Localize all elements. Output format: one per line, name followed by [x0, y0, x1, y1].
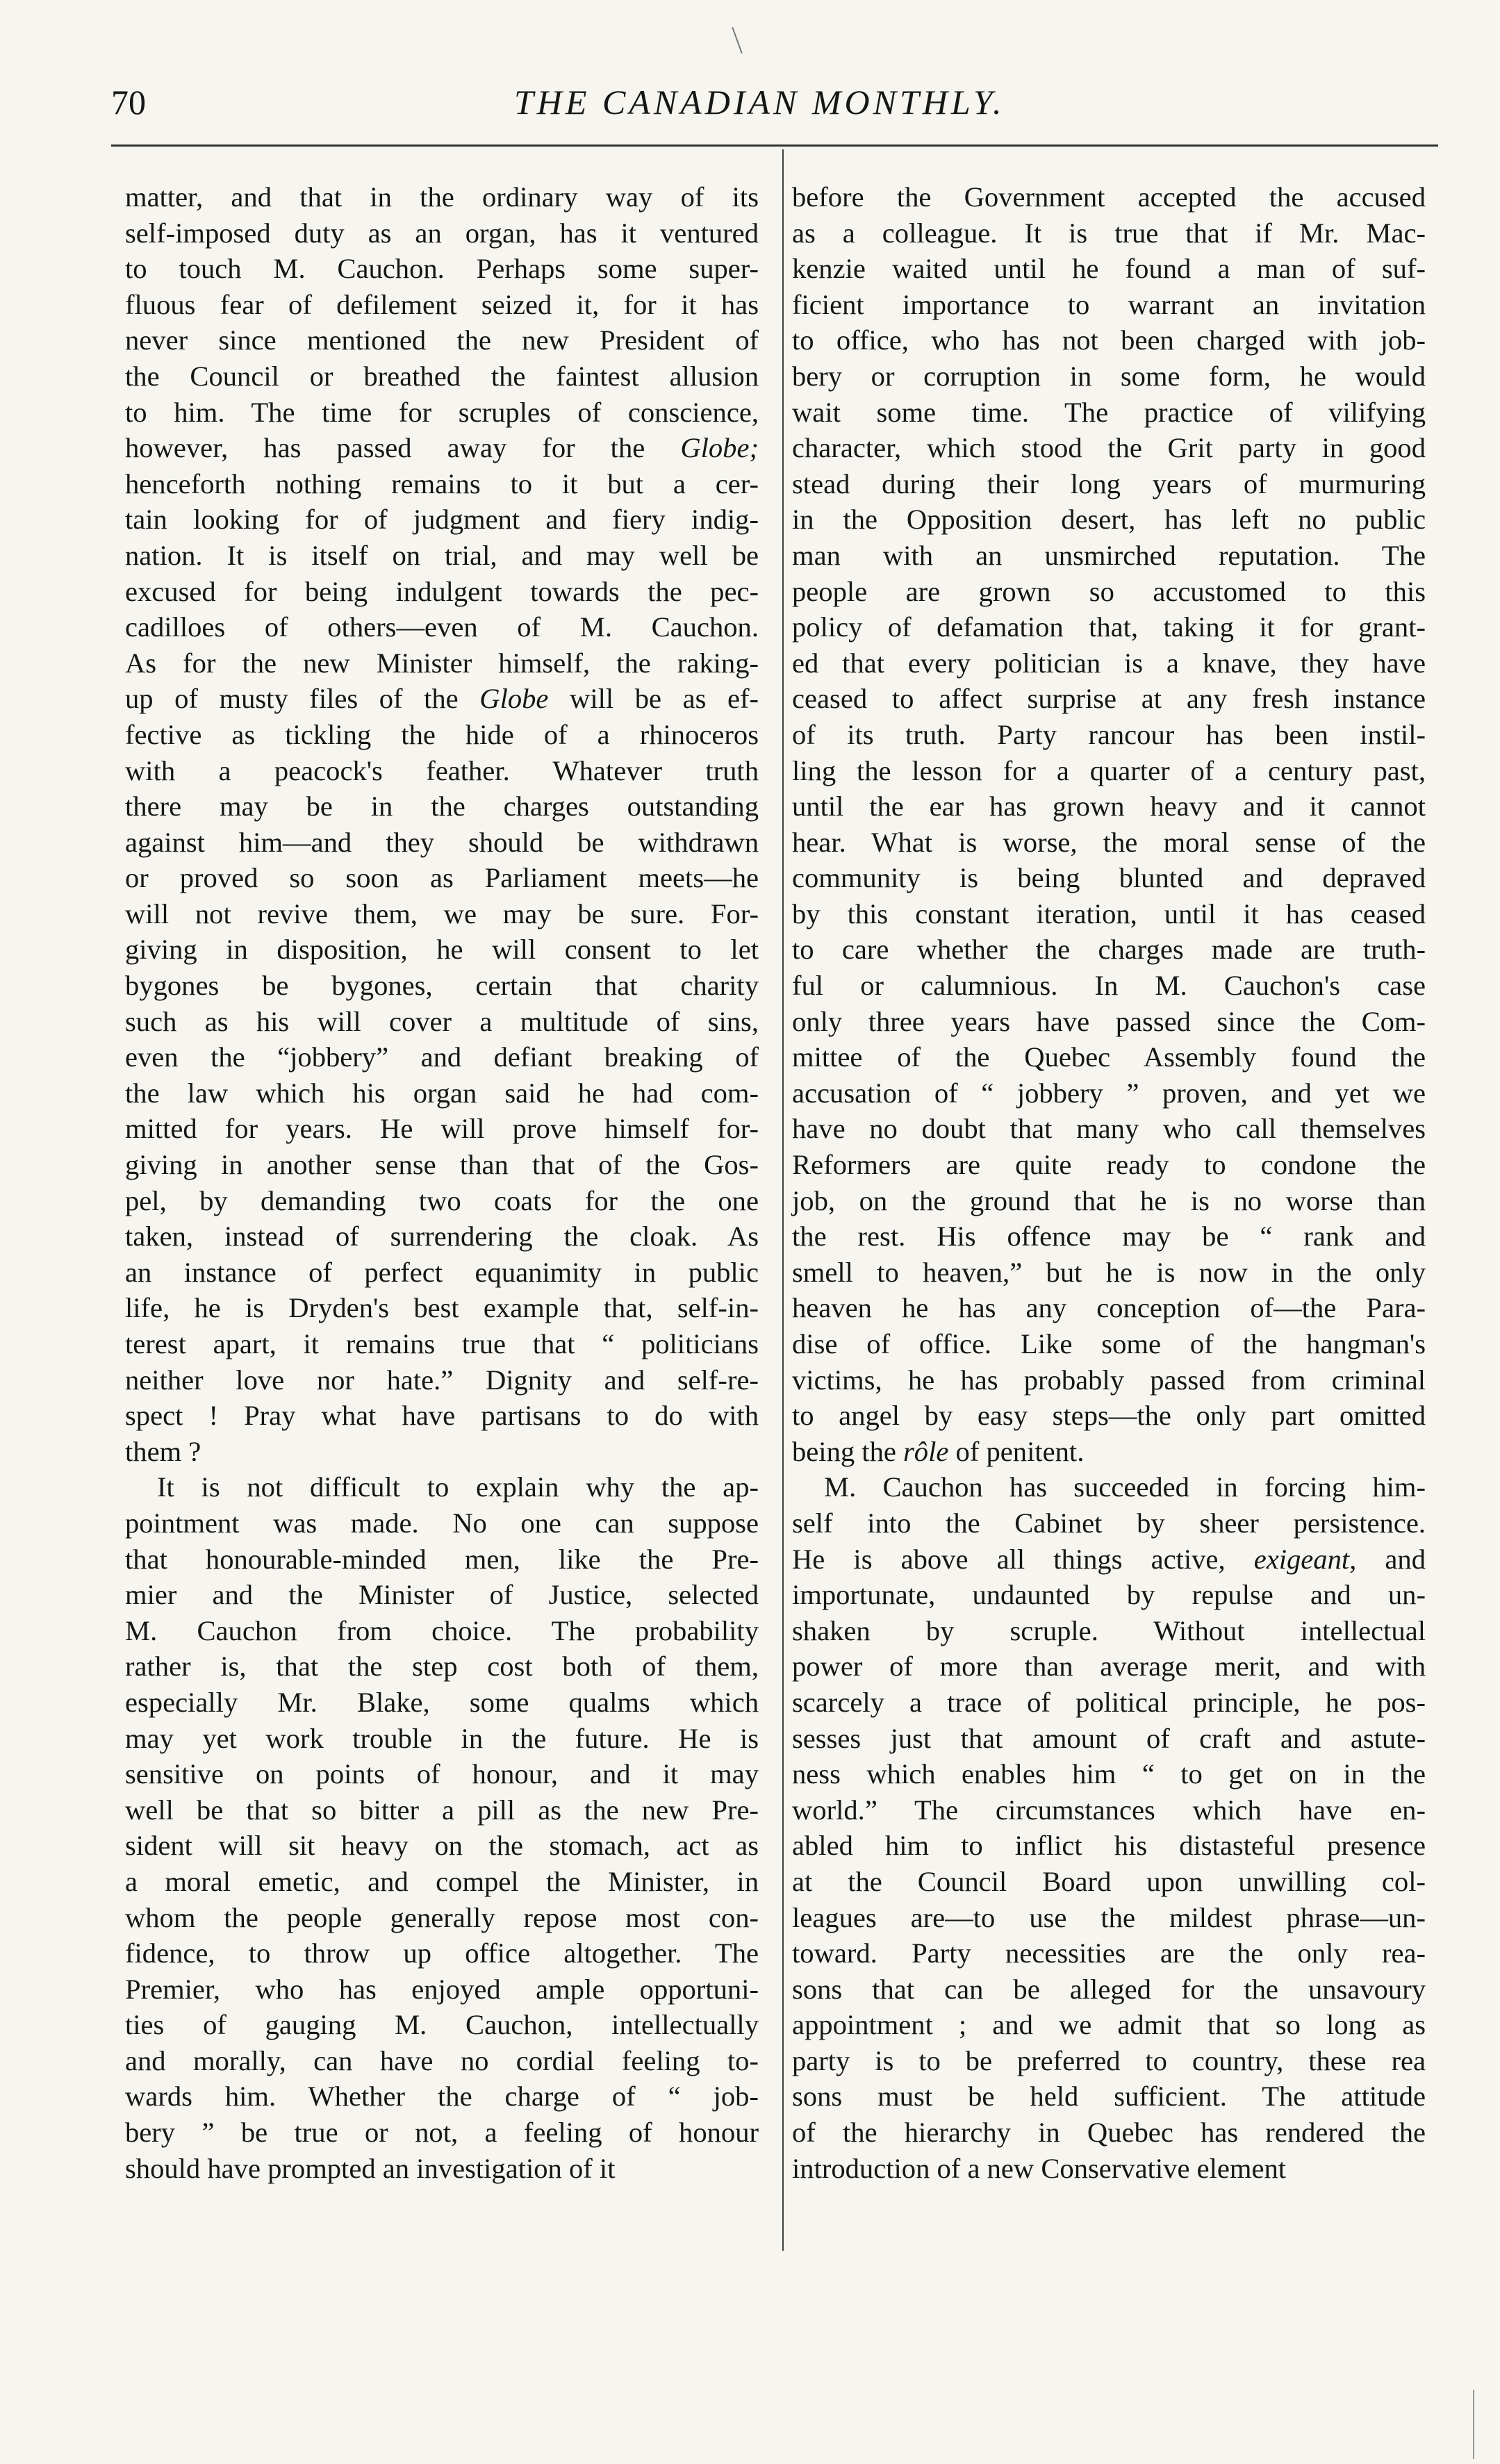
- text-run: spect ! Pray what have partisans to do with: [125, 1400, 759, 1432]
- page-number: 70: [111, 83, 146, 122]
- text-line: [792, 466, 1426, 502]
- text-line: [125, 1756, 759, 1792]
- paragraph: [792, 1469, 1426, 2186]
- text-line: [125, 1326, 759, 1362]
- text-line: [792, 932, 1426, 968]
- text-line: [792, 358, 1426, 395]
- text-run: an instance of perfect equanimity in public: [125, 1256, 759, 1288]
- text-run: M. Cauchon from choice. The probability: [125, 1614, 759, 1646]
- text-line: [125, 1685, 759, 1721]
- text-run: sons that can be alleged for the unsavoury: [792, 1973, 1426, 2005]
- text-line: [125, 932, 759, 968]
- text-line: [125, 1541, 759, 1578]
- text-run: to angel by easy steps—the only part omitted: [792, 1400, 1426, 1432]
- text-line: [125, 1218, 759, 1255]
- text-run: and: [1356, 1543, 1426, 1575]
- text-run: He is above all things active,: [792, 1543, 1254, 1575]
- text-line: [792, 717, 1426, 753]
- stray-ink-mark: [732, 27, 743, 53]
- page-header: [111, 82, 1438, 138]
- text-run: until the ear has grown heavy and it cannot: [792, 791, 1426, 822]
- text-line: [125, 2043, 759, 2079]
- text-line: [792, 502, 1426, 538]
- text-line: [125, 1828, 759, 1864]
- text-line: [792, 1648, 1426, 1685]
- text-run: by this constant iteration, until it has ceased: [792, 898, 1426, 929]
- text-line: [125, 322, 759, 358]
- text-run: the Council or breathed the faintest allusion: [125, 360, 759, 392]
- text-line: [792, 395, 1426, 431]
- text-line: [792, 825, 1426, 861]
- text-run: wait some time. The practice of vilifying: [792, 396, 1426, 428]
- text-run: toward. Party necessities are the only rea-: [792, 1937, 1426, 1969]
- text-run: that honourable-minded men, like the Pre-: [125, 1543, 759, 1575]
- text-line: [792, 645, 1426, 681]
- text-run: with a peacock's feather. Whatever truth: [125, 754, 759, 786]
- text-run: before the Government accepted the accused: [792, 181, 1426, 213]
- text-run: in the Opposition desert, has left no public: [792, 504, 1426, 536]
- text-line: [125, 1147, 759, 1183]
- text-run: neither love nor hate.” Dignity and self-re-: [125, 1364, 759, 1396]
- text-run: ful or calumnious. In M. Cauchon's case: [792, 970, 1426, 1002]
- italic-word: exigeant,: [1253, 1543, 1357, 1575]
- running-head: THE CANADIAN MONTHLY.: [514, 83, 1005, 122]
- page-edge-mark: [1473, 2390, 1474, 2459]
- text-run: character, which stood the Grit party in good: [792, 432, 1426, 464]
- text-line: [792, 1362, 1426, 1398]
- text-run: at the Council Board upon unwilling col-: [792, 1865, 1426, 1897]
- text-run: tain looking for of judgment and fiery indig-: [125, 504, 759, 536]
- text-line: [792, 2043, 1426, 2079]
- text-run: abled him to inflict his distasteful presence: [792, 1830, 1426, 1862]
- text-line: [792, 215, 1426, 251]
- text-line: [792, 1685, 1426, 1721]
- text-run: shaken by scruple. Without intellectual: [792, 1614, 1426, 1646]
- text-line: [125, 1721, 759, 1757]
- text-line: [125, 430, 759, 466]
- text-line: [792, 2007, 1426, 2043]
- text-run: people are grown so accustomed to this: [792, 575, 1426, 607]
- text-run: excused for being indulgent towards the pec-: [125, 575, 759, 607]
- text-run: self-imposed duty as an organ, has it ventured: [125, 217, 759, 249]
- text-line: [125, 215, 759, 251]
- text-run: pel, by demanding two coats for the one: [125, 1184, 759, 1216]
- text-run: against him—and they should be withdrawn: [125, 826, 759, 858]
- text-line: [792, 1864, 1426, 1900]
- text-run: heaven he has any conception of—the Para-: [792, 1292, 1426, 1324]
- text-run: should have prompted an investigation of it: [125, 2152, 616, 2184]
- text-line: [125, 1935, 759, 1971]
- text-run: terest apart, it remains true that “ politicians: [125, 1328, 759, 1359]
- text-line: [792, 896, 1426, 932]
- text-run: self into the Cabinet by sheer persistence.: [792, 1507, 1426, 1539]
- text-line: [792, 1039, 1426, 1075]
- text-run: them ?: [125, 1435, 201, 1467]
- text-run: ties of gauging M. Cauchon, intellectually: [125, 2009, 759, 2041]
- text-line: [125, 1398, 759, 1434]
- text-run: whom the people generally repose most con-: [125, 1901, 759, 1933]
- text-run: party is to be preferred to country, these rea: [792, 2044, 1426, 2076]
- paragraph: [125, 179, 759, 1469]
- text-line: [792, 287, 1426, 323]
- text-line: [125, 1648, 759, 1685]
- text-run: bery ” be true or not, a feeling of honour: [125, 2117, 759, 2149]
- text-line: [792, 1577, 1426, 1613]
- text-run: fluous fear of defilement seized it, for it has: [125, 288, 759, 320]
- text-run: hear. What is worse, the moral sense of the: [792, 826, 1426, 858]
- text-line: [125, 2078, 759, 2115]
- left-column: [125, 179, 759, 2186]
- right-column: [792, 179, 1426, 2186]
- text-line: [792, 1469, 1426, 1505]
- text-run: community is being blunted and depraved: [792, 862, 1426, 894]
- paragraph: [125, 1469, 759, 2186]
- text-run: wards him. Whether the charge of “ job-: [125, 2081, 759, 2112]
- text-line: [125, 753, 759, 789]
- text-line: [125, 1362, 759, 1398]
- text-run: dise of office. Like some of the hangman's: [792, 1328, 1426, 1359]
- text-run: fective as tickling the hide of a rhinoceros: [125, 718, 759, 750]
- text-line: [125, 1111, 759, 1147]
- text-run: nation. It is itself on trial, and may well be: [125, 539, 759, 571]
- text-line: [125, 1434, 759, 1470]
- text-line: [792, 1900, 1426, 1936]
- text-line: [125, 1900, 759, 1936]
- text-line: [125, 2007, 759, 2043]
- text-run: power of more than average merit, and with: [792, 1651, 1426, 1682]
- text-line: [125, 1505, 759, 1541]
- italic-title: Globe: [479, 683, 549, 715]
- text-run: importunate, undaunted by repulse and un-: [792, 1579, 1426, 1611]
- text-run: there may be in the charges outstanding: [125, 791, 759, 822]
- text-line: [792, 1935, 1426, 1971]
- text-line: [125, 574, 759, 610]
- paragraph: [792, 179, 1426, 1469]
- text-line: [792, 2151, 1426, 2187]
- text-line: [125, 1613, 759, 1649]
- text-run: sident will sit heavy on the stomach, act as: [125, 1830, 759, 1862]
- text-line: [792, 681, 1426, 717]
- text-run: policy of defamation that, taking it for grant-: [792, 611, 1426, 643]
- text-line: [792, 1398, 1426, 1434]
- text-run: the rest. His offence may be “ rank and: [792, 1221, 1426, 1252]
- text-run: mier and the Minister of Justice, selected: [125, 1579, 759, 1611]
- text-line: [792, 860, 1426, 896]
- text-run: the law which his organ said he had com-: [125, 1077, 759, 1109]
- text-run: to touch M. Cauchon. Perhaps some super-: [125, 253, 759, 285]
- text-line: [125, 681, 759, 717]
- text-line: [125, 538, 759, 574]
- text-run: introduction of a new Conservative element: [792, 2152, 1287, 2184]
- text-run: ceased to affect surprise at any fresh instance: [792, 683, 1426, 715]
- text-run: world.” The circumstances which have en-: [792, 1794, 1426, 1826]
- text-run: stead during their long years of murmuring: [792, 468, 1426, 499]
- text-line: [792, 753, 1426, 789]
- text-run: rather is, that the step cost both of them,: [125, 1651, 759, 1682]
- text-line: [125, 1075, 759, 1111]
- text-line: [125, 1864, 759, 1900]
- text-line: [125, 825, 759, 861]
- text-line: [125, 1971, 759, 2008]
- text-run: have no doubt that many who call themselves: [792, 1113, 1426, 1145]
- text-run: especially Mr. Blake, some qualms which: [125, 1686, 759, 1718]
- text-line: [792, 430, 1426, 466]
- text-run: accusation of “ jobbery ” proven, and yet we: [792, 1077, 1426, 1109]
- text-line: [792, 1290, 1426, 1326]
- text-line: [792, 1326, 1426, 1362]
- text-line: [125, 645, 759, 681]
- text-run: such as his will cover a multitude of sins,: [125, 1005, 759, 1037]
- text-run: to care whether the charges made are truth-: [792, 934, 1426, 966]
- text-run: appointment ; and we admit that so long as: [792, 2009, 1426, 2041]
- text-line: [792, 1255, 1426, 1291]
- text-run: Reformers are quite ready to condone the: [792, 1149, 1426, 1181]
- text-run: man with an unsmirched reputation. The: [792, 539, 1426, 571]
- text-line: [125, 502, 759, 538]
- text-run: well be that so bitter a pill as the new Pre-: [125, 1794, 759, 1826]
- text-run: taken, instead of surrendering the cloak. As: [125, 1221, 759, 1252]
- text-run: only three years have passed since the Com-: [792, 1005, 1426, 1037]
- text-run: victims, he has probably passed from criminal: [792, 1364, 1426, 1396]
- text-line: [125, 1577, 759, 1613]
- text-line: [792, 2078, 1426, 2115]
- text-line: [125, 896, 759, 932]
- text-run: matter, and that in the ordinary way of its: [125, 181, 759, 213]
- text-run: mitted for years. He will prove himself for-: [125, 1113, 759, 1145]
- italic-word: rôle: [903, 1435, 949, 1467]
- text-run: leagues are—to use the mildest phrase—un-: [792, 1901, 1426, 1933]
- text-run: bery or corruption in some form, he would: [792, 360, 1426, 392]
- text-run: life, he is Dryden's best example that, self-in-: [125, 1292, 759, 1324]
- text-line: [125, 2151, 759, 2187]
- text-line: [792, 538, 1426, 574]
- text-run: It is not difficult to explain why the ap-: [157, 1471, 759, 1503]
- text-line: [792, 788, 1426, 825]
- text-line: [792, 1613, 1426, 1649]
- text-run: will not revive them, we may be sure. For-: [125, 898, 759, 929]
- text-line: [792, 968, 1426, 1004]
- text-run: As for the new Minister himself, the raking-: [125, 647, 759, 679]
- text-line: [792, 1218, 1426, 1255]
- text-line: [792, 322, 1426, 358]
- text-run: pointment was made. No one can suppose: [125, 1507, 759, 1539]
- text-line: [125, 2115, 759, 2151]
- text-line: [792, 1004, 1426, 1040]
- text-line: [792, 609, 1426, 645]
- text-run: or proved so soon as Parliament meets—he: [125, 862, 759, 894]
- text-run: up of musty files of the: [125, 683, 480, 715]
- text-run: of the hierarchy in Quebec has rendered the: [792, 2117, 1426, 2149]
- text-line: [125, 788, 759, 825]
- text-line: [792, 1183, 1426, 1219]
- text-line: [125, 1183, 759, 1219]
- text-run: a moral emetic, and compel the Minister, in: [125, 1865, 759, 1897]
- text-line: [125, 860, 759, 896]
- text-run: as a colleague. It is true that if Mr. Mac-: [792, 217, 1426, 249]
- text-run: giving in disposition, he will consent to let: [125, 934, 759, 966]
- text-line: [125, 968, 759, 1004]
- text-line: [125, 1004, 759, 1040]
- text-run: M. Cauchon has succeeded in forcing him-: [824, 1471, 1426, 1503]
- text-run: bygones be bygones, certain that charity: [125, 970, 759, 1002]
- text-run: sons must be held sufficient. The attitude: [792, 2081, 1426, 2112]
- text-line: [125, 717, 759, 753]
- text-line: [792, 1505, 1426, 1541]
- column-divider: [782, 149, 784, 2251]
- text-run: kenzie waited until he found a man of suf-: [792, 253, 1426, 285]
- text-line: [792, 179, 1426, 215]
- text-run: fidence, to throw up office altogether. The: [125, 1937, 759, 1969]
- text-run: never since mentioned the new President of: [125, 324, 759, 356]
- text-line: [792, 1541, 1426, 1578]
- text-run: mittee of the Quebec Assembly found the: [792, 1041, 1426, 1073]
- text-run: being the: [792, 1435, 904, 1467]
- text-run: ficient importance to warrant an invitation: [792, 288, 1426, 320]
- italic-title: Globe;: [680, 432, 759, 464]
- text-line: [125, 466, 759, 502]
- text-run: henceforth nothing remains to it but a cer-: [125, 468, 759, 499]
- text-run: may yet work trouble in the future. He is: [125, 1722, 759, 1754]
- text-line: [792, 1792, 1426, 1828]
- text-line: [125, 179, 759, 215]
- text-run: will be as ef-: [548, 683, 759, 715]
- text-line: [792, 1147, 1426, 1183]
- text-run: sesses just that amount of craft and astute-: [792, 1722, 1426, 1754]
- text-line: [125, 1792, 759, 1828]
- text-line: [125, 1469, 759, 1505]
- text-run: cadilloes of others—even of M. Cauchon.: [125, 611, 759, 643]
- text-line: [125, 287, 759, 323]
- text-line: [792, 1828, 1426, 1864]
- text-run: of penitent.: [948, 1435, 1085, 1467]
- text-line: [792, 251, 1426, 287]
- text-line: [125, 358, 759, 395]
- text-line: [125, 609, 759, 645]
- text-run: however, has passed away for the: [125, 432, 681, 464]
- text-line: [125, 1039, 759, 1075]
- text-run: ling the lesson for a quarter of a century past,: [792, 754, 1426, 786]
- text-line: [792, 1971, 1426, 2008]
- text-line: [125, 1255, 759, 1291]
- text-line: [792, 1111, 1426, 1147]
- header-rule: [111, 144, 1438, 147]
- text-line: [792, 1434, 1426, 1470]
- text-line: [125, 251, 759, 287]
- text-line: [125, 395, 759, 431]
- text-run: to office, who has not been charged with job-: [792, 324, 1426, 356]
- text-line: [792, 1075, 1426, 1111]
- text-run: of its truth. Party rancour has been instil-: [792, 718, 1426, 750]
- text-line: [792, 574, 1426, 610]
- text-run: sensitive on points of honour, and it may: [125, 1758, 759, 1790]
- text-run: Premier, who has enjoyed ample opportuni-: [125, 1973, 759, 2005]
- text-run: ness which enables him “ to get on in the: [792, 1758, 1426, 1790]
- text-run: ed that every politician is a knave, they have: [792, 647, 1426, 679]
- text-run: to him. The time for scruples of conscience,: [125, 396, 759, 428]
- text-run: giving in another sense than that of the Gos-: [125, 1149, 759, 1181]
- text-run: smell to heaven,” but he is now in the only: [792, 1256, 1426, 1288]
- text-run: and morally, can have no cordial feeling to-: [125, 2044, 759, 2076]
- text-run: job, on the ground that he is no worse than: [792, 1184, 1426, 1216]
- text-line: [792, 1756, 1426, 1792]
- text-run: even the “jobbery” and defiant breaking of: [125, 1041, 759, 1073]
- text-run: scarcely a trace of political principle, he pos-: [792, 1686, 1426, 1718]
- text-line: [792, 2115, 1426, 2151]
- text-line: [125, 1290, 759, 1326]
- text-line: [792, 1721, 1426, 1757]
